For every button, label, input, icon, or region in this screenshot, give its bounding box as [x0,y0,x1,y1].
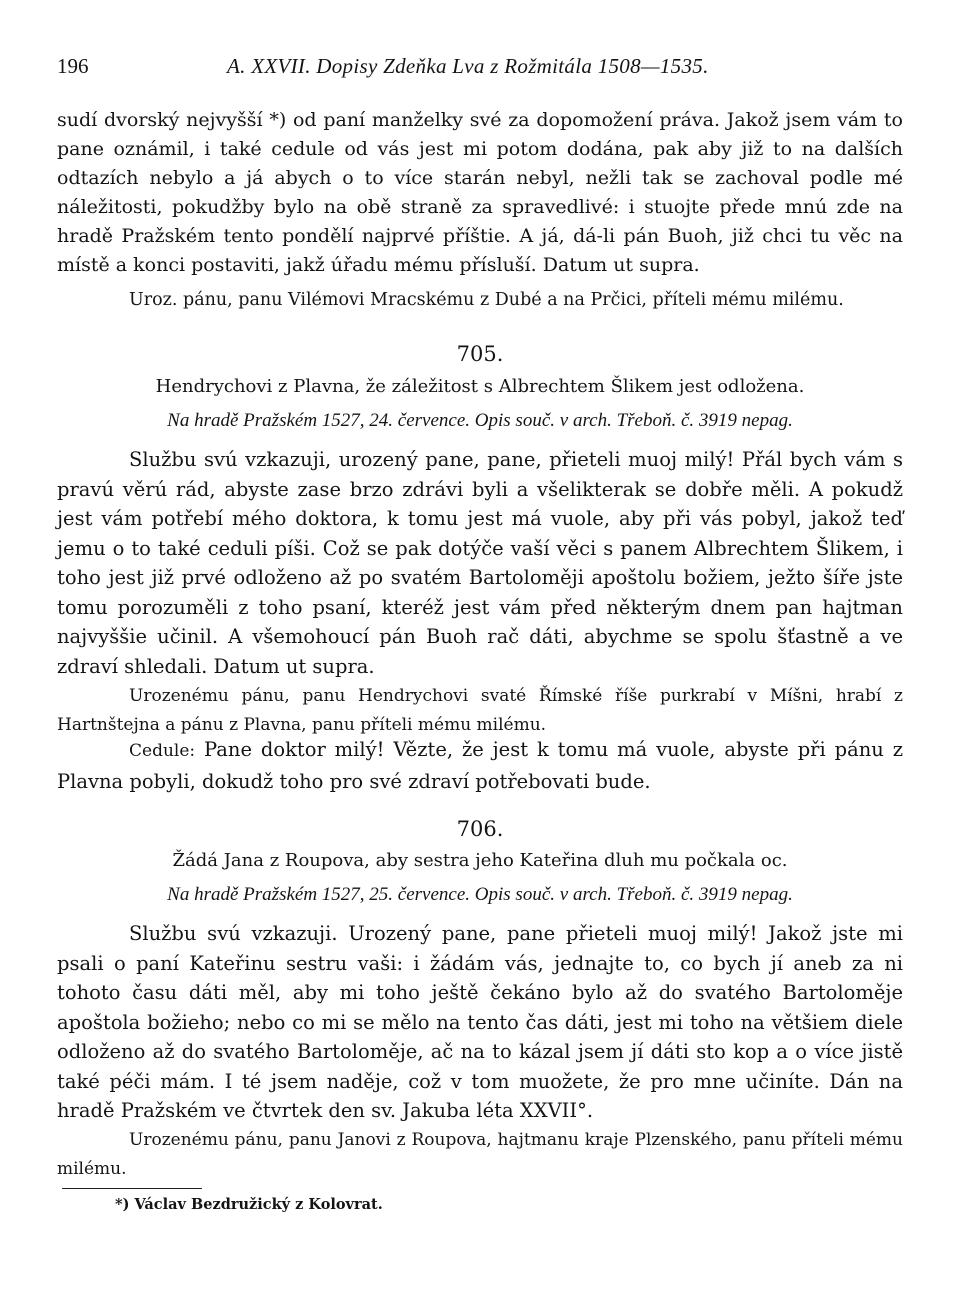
footnote: *) Václav Bezdružický z Kolovrat. [115,1196,383,1213]
continuation-address: Uroz. pánu, panu Vilémovi Mracskému z Dubé a na Prčici, příteli mému milému. [129,290,844,310]
page-number: 196 [57,54,89,78]
letter-summary-705: Hendrychovi z Plavna, že záležitost s Albrechtem Šlikem jest odložena. [155,376,805,397]
document-page [57,0,903,1295]
cedule-label: Cedule: [129,741,196,761]
letter-source-705: Na hradě Pražském 1527, 24. července. Opis souč. v arch. Třeboň. č. 3919 nepag. [167,410,793,431]
letter-number-706: 706. [456,817,504,841]
letter-body-706: Službu svú vzkazuji. Urozený pane, pane přieteli muoj milý! Jakož jste mi psali o paní Kateřinu sestru vaši: i žádám vás, jednajte to, co bych jí aneb za ni tohoto času dáti měl, aby mi toho ještě čekáno bylo až do svatého Bartoloměje apoštola božieho; nebo co mi se mělo na tento čas dáti, jest mi toho na většiem diele odloženo až do svatého Bartoloměje, ač na to kázal jsem jí dáti sto kop a o více jistě také péči mám. I té jsem naděje, což v tom muožete, že pro mne učiníte. Dán na hradě Pražském ve čtvrtek den sv. Jakuba léta XXVII°. [57,922,903,1122]
footnote-rule [62,1188,202,1189]
letter-source-706: Na hradě Pražském 1527, 25. července. Opis souč. v arch. Třeboň. č. 3919 nepag. [167,884,793,905]
letter-address-705: Urozenému pánu, panu Hendrychovi svaté Římské říše purkrabí v Míšni, hrabí z Hartnštejna a pánu z Plavna, panu příteli mému milému. [57,686,903,735]
cedule-text: Pane doktor milý! Vězte, že jest k tomu má vuole, abyste při pánu z Plavna pobyli, dokudž toho pro své zdraví potřebovati bude. [57,738,904,793]
letter-address-706: Urozenému pánu, panu Janovi z Roupova, hajtmanu kraje Plzenského, panu příteli mému milému. [57,1130,903,1179]
letter-number-705: 705. [456,342,504,366]
letter-body-705: Službu svú vzkazuji, urozený pane, pane, přieteli muoj milý! Přál bych vám s pravú věrú rád, abyste zase brzo zdrávi byli a všelikterak se dobře měli. A pokudž jest vám potřebí mého doktora, k tomu jest má vuole, aby při vás pobyl, jakož teď jemu o to také ceduli píši. Což se pak dotýče vaší věci s panem Albrechtem Šlikem, i toho jest již prvé odloženo až po svatém Bartoloměji apoštolu božiem, ježto šíře jste tomu porozuměli z toho psaní, kteréž jest vám před některým dnem pan hajtman najvyššie učinil. A všemohoucí pán Buoh rač dáti, abychme se spolu šťastně a ve zdraví shledali. Datum ut supra. [57,448,903,678]
cedule-705 [57,735,903,796]
continuation-text: sudí dvorský nejvyšší *) od paní manželky své za dopomožení práva. Jakož jsem vám to pane oznámil, i také cedule od vás jest mi potom dodána, pak aby již to na dalších odtazích nebylo a já abych o to více starán nebyl, nežli tak se zachoval podle mé náležitosti, pokudžby bylo na obě straně za spravedlivé: i stuojte přede mnú zde na hradě Pražském tento pondělí najprvé příštie. A já, dá-li pán Buoh, již chci tu věc na místě a konci postaviti, jakž úřadu mému přísluší. Datum ut supra. [57,109,903,276]
page-header [57,54,903,84]
letter-summary-706: Žádá Jana z Roupova, aby sestra jeho Kateřina dluh mu počkala oc. [172,850,788,871]
running-title: A. XXVII. Dopisy Zdeňka Lva z Rožmitála 1508—1535. [227,54,709,78]
